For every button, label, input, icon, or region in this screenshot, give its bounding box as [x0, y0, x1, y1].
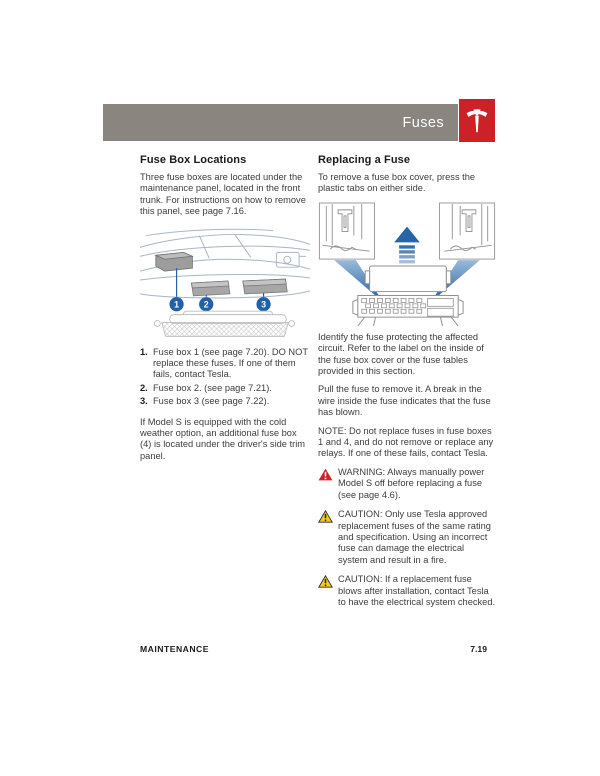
- list-number: 1.: [140, 346, 148, 357]
- identify-fuse-paragraph: Identify the fuse protecting the affected circuit. Refer to the label on the inside of the fuse box cover or the fuse tables provided in this section.: [318, 331, 484, 377]
- left-outro-paragraph: If Model S is equipped with the cold weather option, an additional fuse box (4) is located under the driver's side trim panel.: [140, 416, 306, 461]
- alert-text: CAUTION: Only use Tesla approved replacement fuses of the same rating and specification. Using an incorrect fuse can damage the electrical system and result in a fire.: [338, 509, 491, 565]
- footer-page-number: 7.19: [470, 644, 487, 654]
- tesla-logo-icon: [464, 105, 490, 136]
- list-item: [140, 383, 310, 394]
- list-item: [140, 347, 310, 381]
- callout-3: [256, 297, 270, 311]
- right-section-heading: Replacing a Fuse: [318, 154, 411, 166]
- svg-text:2: 2: [203, 299, 209, 310]
- pull-fuse-paragraph: Pull the fuse to remove it. A break in the wire inside the fuse indicates that the fuse has blown.: [318, 384, 491, 418]
- caution-alert: [318, 509, 496, 566]
- tab-inset-right: [439, 203, 494, 259]
- left-section-heading: Fuse Box Locations: [140, 154, 247, 166]
- frunk-fuse-locations-figure: [140, 227, 310, 339]
- warning-alert: [318, 467, 496, 501]
- caution-triangle-icon: [318, 509, 334, 566]
- list-text: Fuse box 2. (see page 7.21).: [153, 382, 272, 393]
- svg-text:1: 1: [174, 299, 180, 310]
- left-intro-paragraph: Three fuse boxes are located under the maintenance panel, located in the front trunk. For instructions on how to remove this panel, see page 7.16.: [140, 172, 306, 217]
- page-footer: [140, 644, 487, 654]
- list-number: 2.: [140, 382, 148, 393]
- tesla-logo-badge: [459, 99, 495, 142]
- callout-2: [199, 297, 213, 311]
- frunk-net: [154, 311, 294, 336]
- warning-triangle-icon: [318, 467, 334, 501]
- list-number: 3.: [140, 396, 148, 407]
- callout-1: [169, 297, 183, 311]
- footer-section-label: MAINTENANCE: [140, 644, 209, 654]
- chapter-title: Fuses: [402, 114, 444, 131]
- tab-inset-left: [319, 203, 374, 259]
- chapter-header-bar: [103, 104, 458, 141]
- right-column: [318, 154, 496, 616]
- right-intro-paragraph: To remove a fuse box cover, press the plastic tabs on either side.: [318, 172, 476, 194]
- list-text: Fuse box 3 (see page 7.22).: [153, 396, 270, 407]
- fuse-box-cover: [365, 266, 451, 292]
- svg-text:3: 3: [261, 299, 267, 310]
- alert-text: CAUTION: If a replacement fuse blows after installation, contact Tesla to have the electrical system checked.: [338, 574, 496, 607]
- left-column: [140, 154, 310, 471]
- fuse-cover-removal-figure: [318, 202, 496, 326]
- fuse-box-list: [140, 347, 310, 408]
- caution-alert: [318, 574, 496, 608]
- note-paragraph: NOTE: Do not replace fuses in fuse boxes 1 and 4, and do not remove or replace any relays. If one of these fails, contact Tesla.: [318, 425, 494, 459]
- remove-direction-arrow: [394, 226, 420, 263]
- alerts-list: [318, 467, 496, 608]
- alert-text: WARNING: Always manually power Model S off before replacing a fuse (see page 4.6).: [338, 466, 485, 500]
- fuse-box-body: [353, 295, 463, 326]
- list-text: Fuse box 1 (see page 7.20). DO NOT replace these fuses. If one of them fails, contact Tesla.: [153, 346, 308, 380]
- caution-triangle-icon: [318, 574, 334, 608]
- list-item: [140, 396, 310, 407]
